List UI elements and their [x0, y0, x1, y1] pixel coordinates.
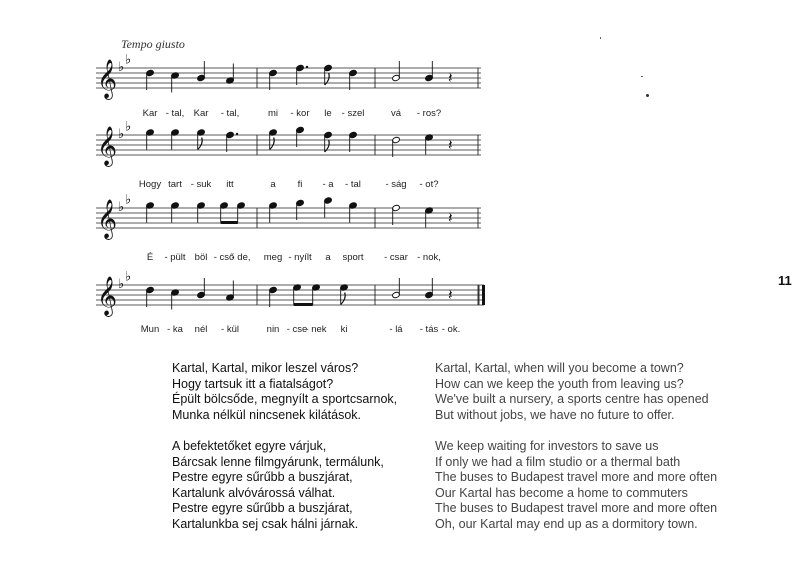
lyric-syllable: - ok. — [441, 324, 461, 335]
lyric-syllable: a — [325, 252, 331, 263]
lyric-syllable: - tal, — [220, 108, 240, 119]
verse-line: If only we had a film studio or a thermal bath — [435, 454, 681, 469]
verse-line: Pestre egyre sűrűbb a buszjárat, — [172, 470, 353, 485]
lyric-syllable: - cse — [286, 324, 308, 335]
lyric-syllable: - nyílt — [288, 252, 312, 263]
lyric-syllable: - ka — [167, 324, 183, 335]
treble-clef: 𝄞 — [97, 59, 118, 99]
quarter-rest: 𝄽 — [448, 136, 453, 154]
lyric-syllable: sport — [342, 252, 364, 263]
flat-sign: ♭ — [118, 277, 125, 292]
lyric-syllable: - suk — [190, 179, 212, 190]
treble-clef: 𝄞 — [97, 199, 118, 239]
flat-sign: ♭ — [118, 200, 125, 215]
lyric-syllable: meg — [263, 252, 283, 263]
lyric-syllable: - ros? — [416, 108, 442, 119]
scan-speck — [641, 76, 643, 77]
english-translation — [435, 361, 717, 548]
quarter-rest: 𝄽 — [448, 209, 453, 227]
lyric-syllable: - kül — [221, 324, 239, 335]
lyric-syllable: - szel — [341, 108, 365, 119]
lyric-syllable: - tal, — [165, 108, 185, 119]
verse-line: Pestre egyre sűrűbb a buszjárat, — [172, 501, 353, 516]
staff-system-2 — [96, 119, 486, 167]
verse-line: A befektetőket egyre várjuk, — [172, 438, 327, 453]
lyric-syllable: fi — [297, 179, 303, 190]
verse-line: Bárcsak lenne filmgyárunk, termálunk, — [172, 454, 384, 469]
final-barline — [482, 285, 485, 305]
eighth-flag — [270, 138, 275, 150]
verse-line: We've built a nursery, a sports centre has opened — [435, 392, 709, 407]
verse-line: The buses to Budapest travel more and more often — [435, 501, 718, 516]
quarter-rest: 𝄽 — [448, 286, 453, 304]
lyric-syllable: É — [146, 252, 154, 263]
lyric-syllable: - nek — [305, 324, 327, 335]
verse-line: Munka nélkül nincsenek kilátások. — [172, 407, 361, 422]
treble-clef: 𝄞 — [97, 276, 118, 316]
tempo-marking: Tempo giusto — [121, 37, 185, 51]
treble-clef: 𝄞 — [97, 126, 118, 166]
flat-sign: ♭ — [125, 192, 132, 208]
lyric-syllable: - tal — [345, 179, 361, 190]
staff-svg — [96, 269, 486, 317]
lyric-syllable: itt — [226, 179, 234, 190]
lyric-syllable: Hogy — [138, 179, 162, 190]
flat-sign: ♭ — [125, 52, 132, 68]
lyric-syllable: a — [270, 179, 276, 190]
verse-line: The buses to Budapest travel more and more often — [435, 470, 718, 485]
scan-speck — [600, 37, 601, 39]
verse-line: Kartal, Kartal, when will you become a town? — [435, 361, 684, 375]
scan-speck — [646, 94, 649, 97]
staff-system-1 — [96, 52, 486, 100]
lyric-syllable: nin — [266, 324, 280, 335]
flat-sign: ♭ — [118, 60, 125, 75]
lyric-line-4 — [96, 324, 486, 338]
lyric-syllable: - de, — [231, 252, 251, 263]
dot — [236, 133, 238, 135]
page-number: 11 — [778, 273, 792, 288]
lyric-syllable: ki — [340, 324, 348, 335]
lyric-syllable: Kar — [142, 108, 158, 119]
verse-line: Kartalunkba sej csak hálni járnak. — [172, 516, 359, 531]
lyric-syllable: - ot? — [419, 179, 439, 190]
stanza-2 — [172, 439, 397, 533]
lyric-syllable: - lá — [389, 324, 403, 335]
lyric-syllable: - pült — [164, 252, 186, 263]
staff-svg — [96, 192, 486, 240]
verse-line: Épült bölcsőde, megnyílt a sportcsarnok, — [172, 392, 398, 407]
verse-line: Hogy tartsuk itt a fiatalságot? — [172, 376, 334, 391]
lyric-syllable: tart — [168, 179, 182, 190]
flat-sign: ♭ — [118, 127, 125, 142]
staff-svg — [96, 119, 486, 167]
staff-svg — [96, 52, 486, 100]
lyric-syllable: - kor — [290, 108, 310, 119]
lyric-syllable: - csar — [384, 252, 408, 263]
lyric-syllable: böl — [194, 252, 208, 263]
verse-line: Our Kartal has become a home to commuters — [435, 485, 688, 500]
flat-sign: ♭ — [125, 119, 132, 135]
lyric-syllable: - nok, — [417, 252, 441, 263]
stanza-1 — [172, 361, 397, 423]
staff-system-3 — [96, 192, 486, 240]
staff-system-4 — [96, 269, 486, 317]
lyric-syllable: - ság — [385, 179, 407, 190]
verse-line: How can we keep the youth from leaving us? — [435, 376, 684, 391]
lyric-syllable: mi — [267, 108, 279, 119]
lyric-line-1 — [96, 108, 486, 122]
lyric-line-2 — [96, 179, 486, 193]
stanza-2 — [435, 439, 717, 533]
hungarian-verses — [172, 361, 397, 548]
lyric-syllable: Kar — [193, 108, 209, 119]
lyric-syllable: nél — [194, 324, 208, 335]
stanza-1 — [435, 361, 717, 423]
verse-line: Kartalunk alvóvárossá válhat. — [172, 485, 336, 500]
lyric-syllable: - a — [322, 179, 334, 190]
lyric-syllable: vá — [390, 108, 402, 119]
verse-line: We keep waiting for investors to save us — [435, 438, 659, 453]
verse-line: Oh, our Kartal may end up as a dormitory town. — [435, 516, 698, 531]
verse-line: But without jobs, we have no future to offer. — [435, 407, 675, 422]
lyric-line-3 — [96, 252, 486, 266]
dot — [306, 66, 308, 68]
eighth-flag — [198, 138, 203, 150]
lyric-syllable: le — [324, 108, 332, 119]
eighth-flag — [341, 293, 346, 305]
lyric-syllable: - cső — [213, 252, 235, 263]
lyric-syllable: - tás — [419, 324, 439, 335]
verse-line: Kartal, Kartal, mikor leszel város? — [172, 361, 359, 375]
flat-sign: ♭ — [125, 269, 132, 285]
quarter-rest: 𝄽 — [448, 69, 453, 87]
lyric-syllable: Mun — [140, 324, 160, 335]
